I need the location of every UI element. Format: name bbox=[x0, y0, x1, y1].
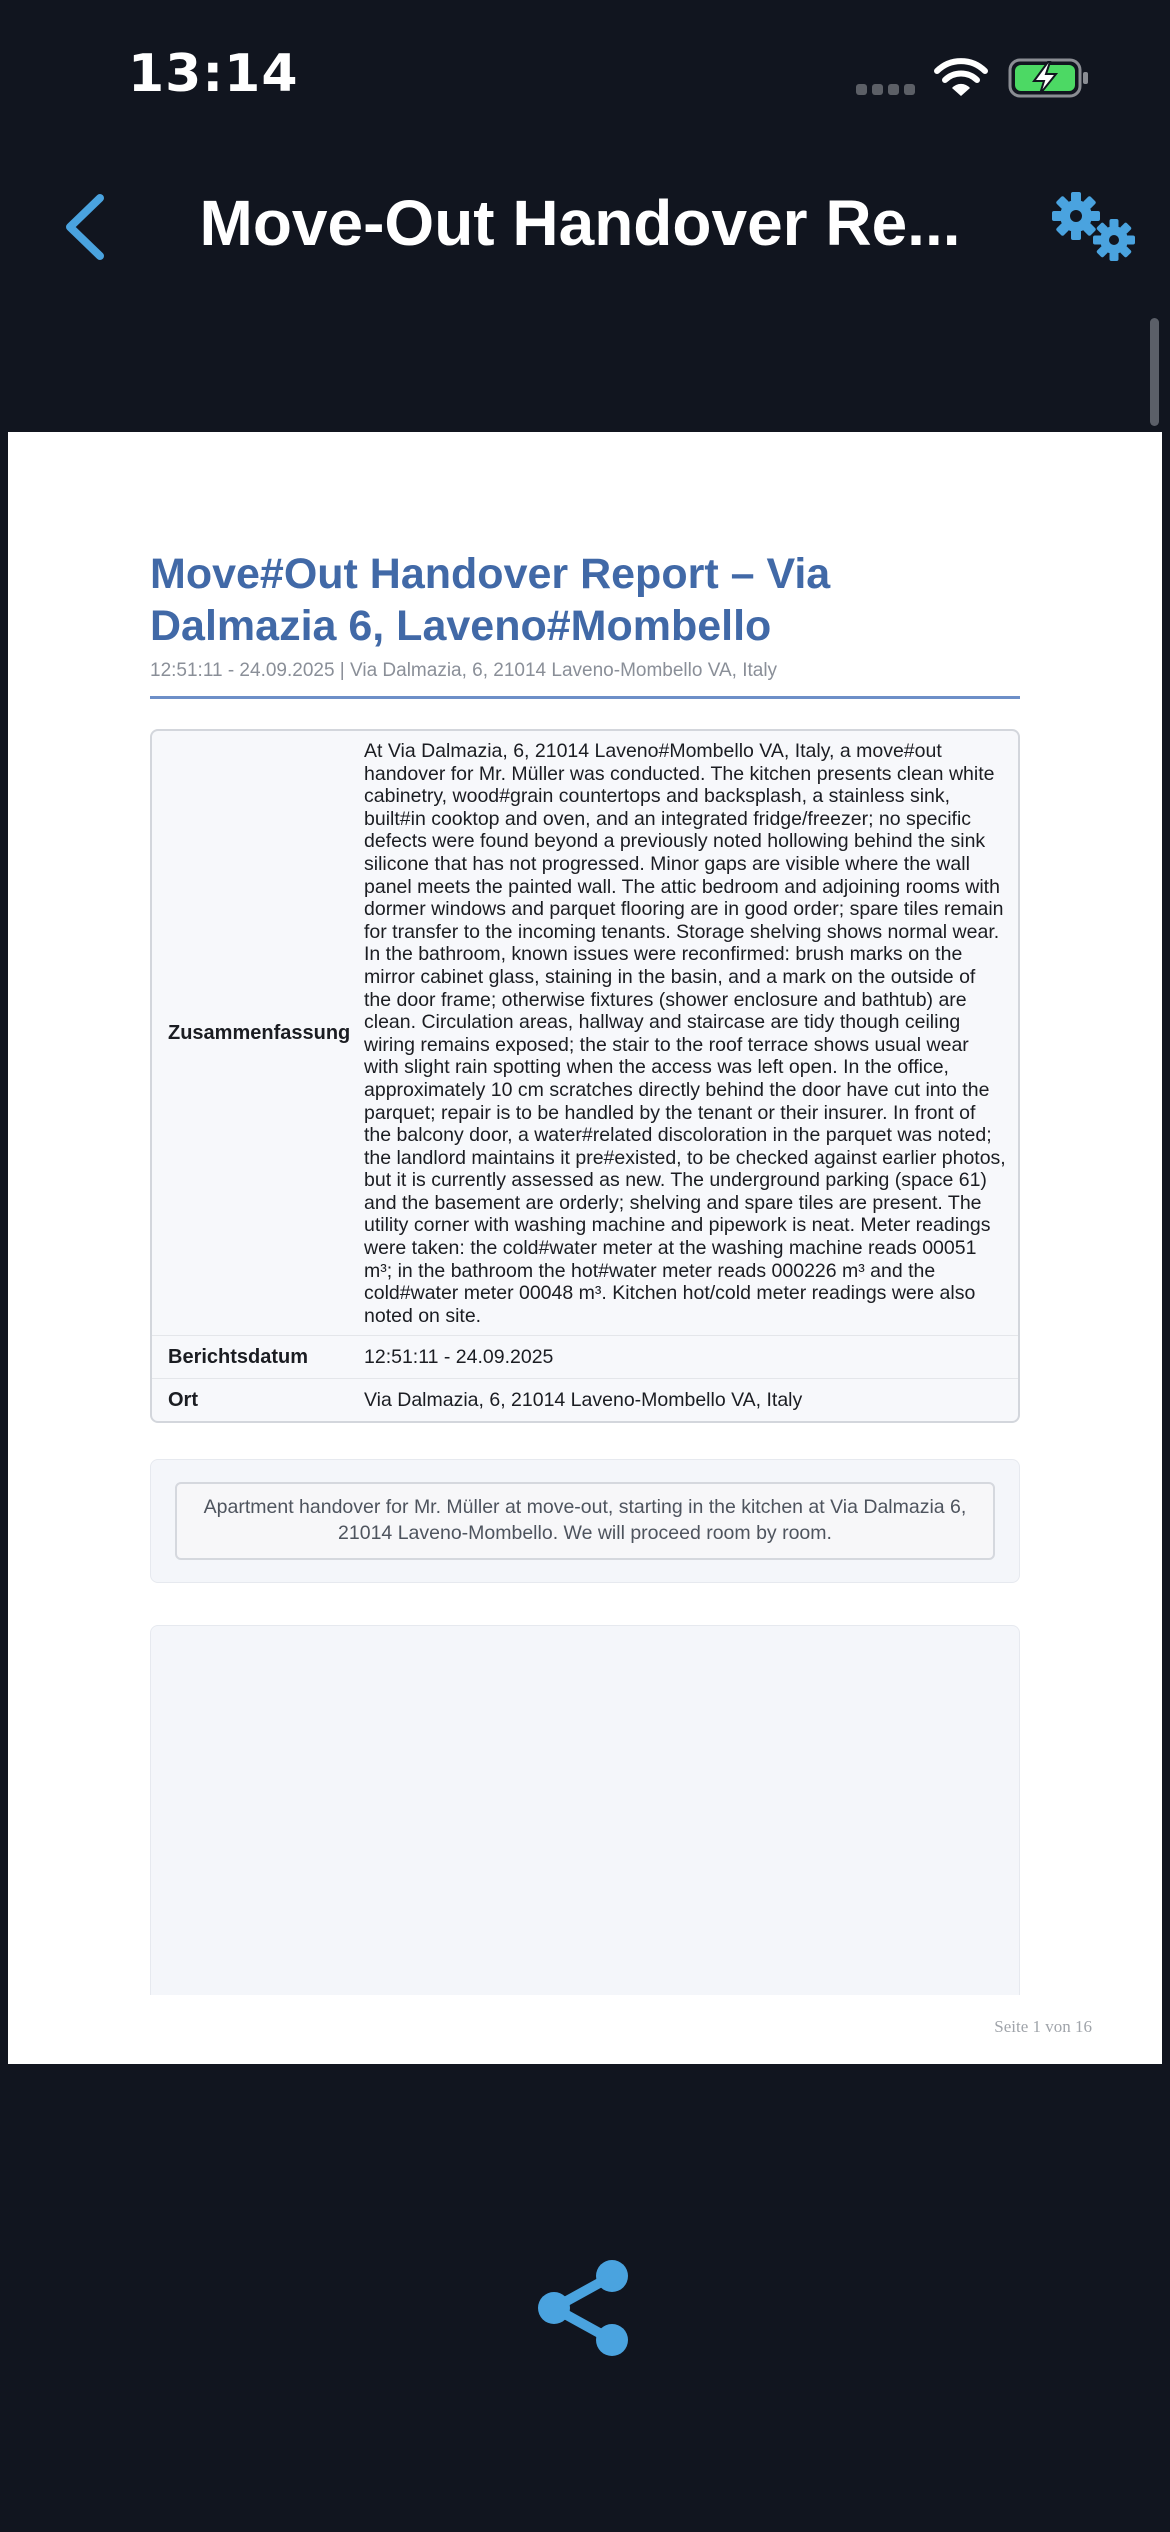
table-row-summary bbox=[152, 731, 1018, 1335]
back-chevron-icon[interactable] bbox=[56, 192, 110, 262]
report-content bbox=[150, 548, 1020, 2005]
scroll-indicator[interactable] bbox=[1150, 318, 1159, 426]
report-info-table bbox=[150, 729, 1020, 1423]
report-title bbox=[150, 548, 1020, 652]
table-row-location bbox=[152, 1378, 1018, 1421]
navigation-bar bbox=[0, 160, 1170, 290]
summary-label: Zusammenfassung bbox=[168, 1021, 351, 1044]
status-time: 13:14 bbox=[128, 44, 299, 104]
wifi-icon bbox=[934, 56, 988, 100]
date-value: 12:51:11 - 24.09.2025 bbox=[364, 1346, 554, 1369]
battery-charging-icon bbox=[1008, 56, 1090, 100]
note-text: Apartment handover for Mr. Müller at move-out, starting in the kitchen at Via Dalmazia 6, 21014 Laveno-Mombello. We will proceed room by room. bbox=[175, 1482, 995, 1560]
report-title-line-1: Move#Out Handover Report – Via bbox=[150, 550, 831, 598]
note-section bbox=[150, 1459, 1020, 1583]
date-label: Berichtsdatum bbox=[168, 1345, 309, 1368]
title-divider bbox=[150, 696, 1020, 699]
settings-gears-icon[interactable] bbox=[1048, 188, 1144, 268]
location-label: Ort bbox=[168, 1388, 198, 1411]
photo-section bbox=[150, 1625, 1020, 2005]
summary-text: At Via Dalmazia, 6, 21014 Laveno#Mombello VA, Italy, a move#out handover for Mr. Müller was conducted. The kitchen presents clean white cabinetry, wood#grain countertops and backsplash, a stainless sink, built#in cooktop and oven, and an integrated fridge/freezer; no specific defects were found beyond a previously noted hollowing behind the sink silicone that has not progressed. Minor gaps are visible where the wall panel meets the painted wall. The attic bedroom and adjoining rooms with dormer windows and parquet flooring are in good order; spare tiles remain for transfer to the incoming tenants. Storage shelving shows normal wear. In the bathroom, known issues were reconfirmed: brush marks on the mirror cabinet glass, staining in the basin, and a mark on the outside of the door frame; otherwise fixtures (shower enclosure and bathtub) are clean. Circulation areas, hallway and staircase are tidy though ceiling wiring remains exposed; the stair to the roof terrace shows usual wear with slight rain spotting when the access was left open. In the office, approximately 10 cm scratches directly behind the door have cut into the parquet; repair is to be handled by the tenant or their insurer. In front of the balcony door, a water#related discoloration in the parquet was noted; the landlord maintains it pre#existed, to be checked against earlier photos, but it is currently assessed as new. The underground parking (space 61) and the basement are orderly; shelving and spare tiles are present. The utility corner with washing machine and pipework is neat. Meter readings were taken: the cold#water meter at the washing machine reads 00051 m³; in the bathroom the hot#water meter reads 000226 m³ and the cold#water meter 00048 m³. Kitchen hot/cold meter readings were also noted on site. bbox=[364, 740, 1006, 1327]
report-title-line-2: Dalmazia 6, Laveno#Mombello bbox=[150, 602, 772, 650]
cellular-signal-icon bbox=[856, 84, 916, 96]
location-value: Via Dalmazia, 6, 21014 Laveno-Mombello VA, Italy bbox=[364, 1389, 803, 1412]
page-footer bbox=[8, 1995, 1162, 2064]
table-row-date bbox=[152, 1335, 1018, 1378]
page-title: Move-Out Handover Re... bbox=[199, 187, 961, 259]
page-number: Seite 1 von 16 bbox=[994, 2017, 1092, 2036]
pdf-page[interactable] bbox=[8, 432, 1162, 2064]
share-icon[interactable] bbox=[532, 2256, 636, 2360]
report-subtitle: 12:51:11 - 24.09.2025 | Via Dalmazia, 6, 21014 Laveno-Mombello VA, Italy bbox=[150, 660, 778, 681]
status-bar bbox=[0, 0, 1170, 150]
